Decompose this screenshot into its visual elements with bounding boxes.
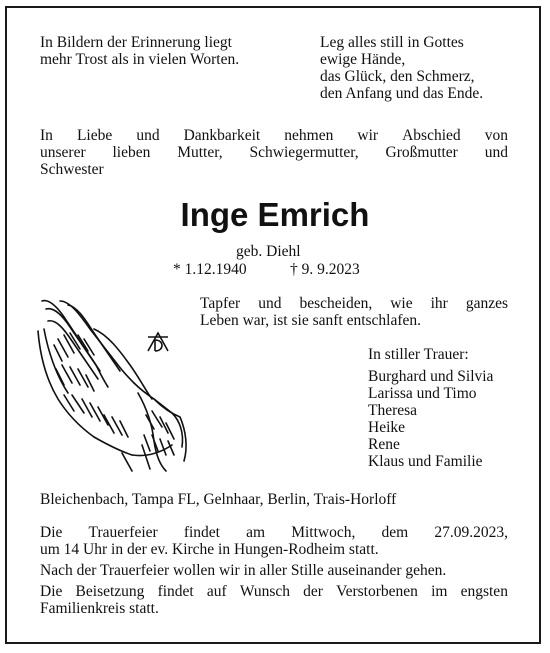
- word: Schwiegermutter,: [249, 144, 359, 161]
- word: am: [246, 524, 266, 541]
- funeral-info: [40, 524, 508, 617]
- poem-right-line: das Glück, den Schmerz,: [320, 68, 475, 85]
- word: Die: [40, 583, 63, 600]
- durer-monogram-icon: [146, 331, 170, 353]
- word: Wunsch: [239, 583, 291, 600]
- word: 27.09.2023,: [434, 524, 508, 541]
- intro-line-1: [40, 127, 508, 144]
- mourner-name: Klaus und Familie: [368, 453, 483, 470]
- mourner-name: Larissa und Timo: [368, 385, 477, 402]
- mourners-list: [368, 346, 493, 470]
- intro-line-3: Schwester: [40, 161, 104, 178]
- word: wie: [390, 295, 413, 312]
- mourner-name: Burghard und Silvia: [368, 368, 494, 385]
- poem-left-line: mehr Trost als in vielen Worten.: [40, 51, 240, 68]
- deceased-name: Inge Emrich: [180, 196, 370, 233]
- word: engsten: [460, 583, 508, 600]
- word: unserer: [40, 144, 86, 161]
- word: Mittwoch,: [291, 524, 356, 541]
- word: Trauerfeier: [88, 524, 158, 541]
- word: ihr: [430, 295, 448, 312]
- word: dem: [381, 524, 409, 541]
- word: der: [303, 583, 323, 600]
- word: Mutter,: [177, 144, 223, 161]
- mourner-name: Rene: [368, 436, 400, 453]
- word: auf: [206, 583, 227, 600]
- word: und: [484, 144, 508, 161]
- mourners-heading: In stiller Trauer:: [368, 346, 469, 363]
- word: findet: [183, 524, 220, 541]
- funeral-line-5: Familienkreis statt.: [40, 600, 159, 617]
- word: Großmutter: [385, 144, 458, 161]
- word: Dankbarkeit: [183, 127, 261, 144]
- word: Liebe: [76, 127, 113, 144]
- word: Die: [40, 524, 63, 541]
- word: nehmen: [284, 127, 334, 144]
- death-date: † 9. 9.2023: [290, 261, 360, 278]
- funeral-line-2: um 14 Uhr in der ev. Kirche in Hungen-Rodheim statt.: [40, 541, 379, 558]
- word: und: [258, 295, 282, 312]
- poem-right: [320, 34, 483, 102]
- word: Verstorbenen: [336, 583, 418, 600]
- funeral-line-3: Nach der Trauerfeier wollen wir in aller Stille auseinander gehen.: [40, 562, 447, 579]
- mourner-name: Theresa: [368, 402, 418, 419]
- funeral-line-4: [40, 583, 508, 600]
- word: und: [136, 127, 160, 144]
- intro-text: [40, 127, 508, 178]
- word: findet: [157, 583, 194, 600]
- maiden-name: geb. Diehl: [236, 243, 301, 260]
- poem-right-line: ewige Hände,: [320, 51, 406, 68]
- praying-hands-icon: [34, 295, 194, 475]
- word: Abschied: [402, 127, 461, 144]
- birth-date: * 1.12.1940: [173, 261, 247, 278]
- word: Tapfer: [200, 295, 241, 312]
- places-line: Bleichenbach, Tampa FL, Gelnhaar, Berlin, Trais-Horloff: [40, 491, 397, 508]
- word: In: [40, 127, 53, 144]
- poem-right-line: den Anfang und das Ende.: [320, 85, 484, 102]
- word: lieben: [112, 144, 151, 161]
- word: bescheiden,: [299, 295, 373, 312]
- word: von: [484, 127, 508, 144]
- poem-left: [40, 34, 239, 68]
- quote-line-1: [200, 295, 508, 312]
- word: Beisetzung: [75, 583, 145, 600]
- word: wir: [357, 127, 379, 144]
- funeral-line-1: [40, 524, 508, 541]
- farewell-quote: [200, 295, 508, 329]
- mourner-name: Heike: [368, 419, 406, 436]
- poem-left-line: In Bildern der Erinnerung liegt: [40, 34, 232, 51]
- word: im: [431, 583, 448, 600]
- intro-line-2: [40, 144, 508, 161]
- poem-right-line: Leg alles still in Gottes: [320, 34, 464, 51]
- quote-line-2: Leben war, ist sie sanft entschlafen.: [200, 312, 422, 329]
- word: ganzes: [465, 295, 508, 312]
